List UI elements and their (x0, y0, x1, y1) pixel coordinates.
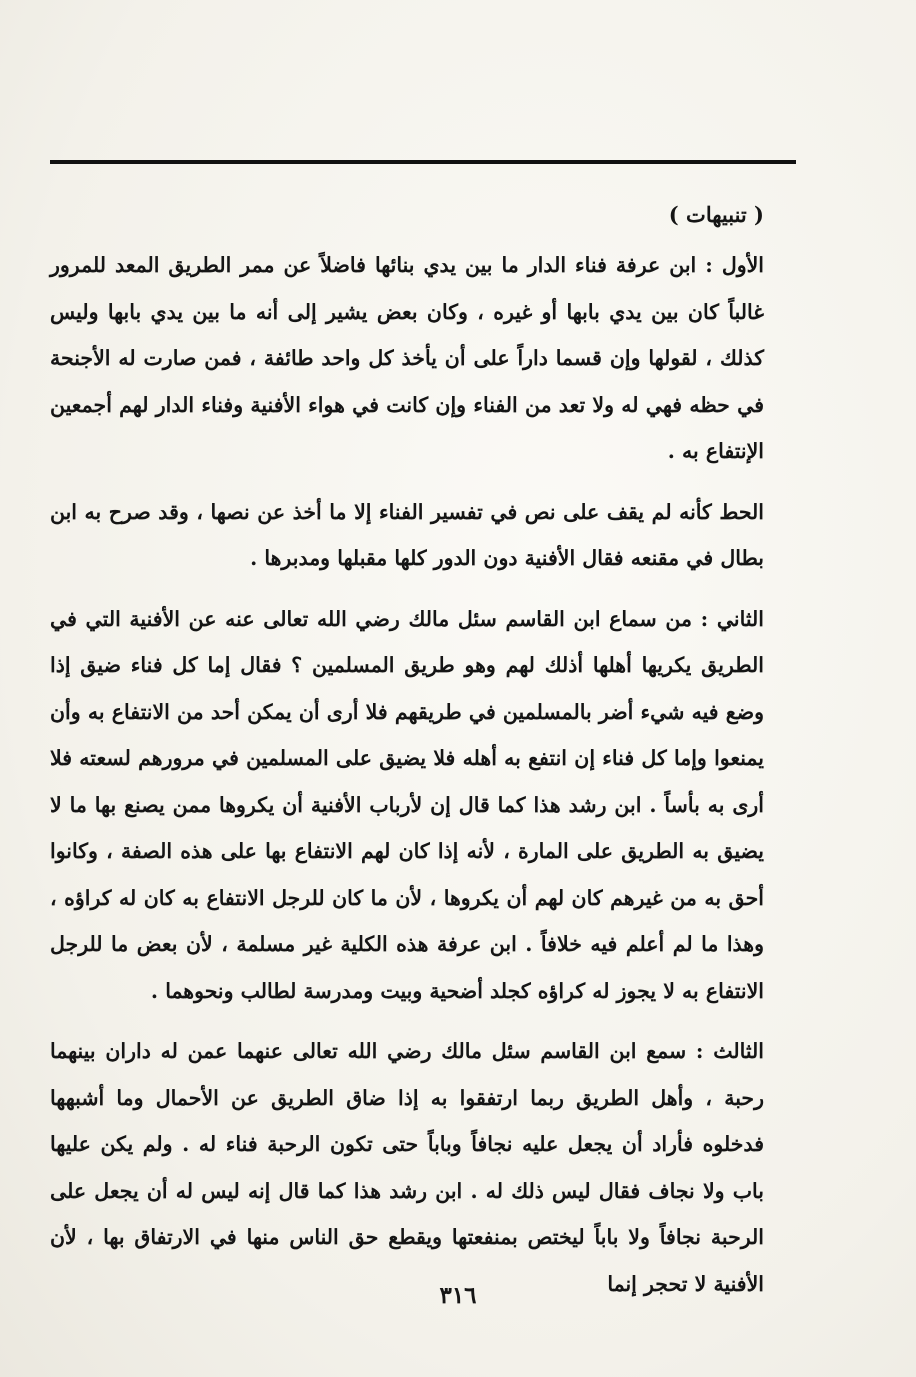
paragraph-second: الثاني : من سماع ابن القاسم سئل مالك رضي الله تعالى عنه عن الأفنية التي في الطريق يكريها أهلها أذلك لهم وهو طريق المسلمين ؟ فقال إما كل فناء ضيق إذا وضع فيه شيء أضر بالمسلمين في طريقهم فلا أرى أن يمكن أحد من الانتفاع به وأن يمنعوا وإما كل فناء إن انتفع به أهله فلا يضيق على المسلمين في مرورهم لسعته فلا أرى به بأساً . ابن رشد هذا كما قال إن لأرباب الأفنية أن يكروها ممن يصنع بها ما لا يضيق به الطريق على المارة ، لأنه إذا كان لهم الانتفاع بها على هذه الصفة ، وكانوا أحق به من غيرهم كان لهم أن يكروها ، لأن ما كان للرجل الانتفاع به كان له كراؤه ، وهذا ما لم أعلم فيه خلافاً . ابن عرفة هذه الكلية غير مسلمة ، لأن بعض ما للرجل الانتفاع به لا يجوز له كراؤه كجلد أضحية وبيت ومدرسة لطالب ونحوهما . (50, 606, 764, 1003)
paragraph-first: الأول : ابن عرفة فناء الدار ما بين يدي بنائها فاضلاً عن ممر الطريق المعد للمرور غالباً كان بين يدي بابها أو غيره ، وكان بعض يشير إلى أنه ما بين يدي بابها وليس كذلك ، لقولها وإن قسما داراً على أن يأخذ كل واحد طائفة ، فمن صارت له الأجنحة في حظه فهي له ولا تعد من الفناء وإن كانت في هواء الأفنية وفناء الدار لهم أجمعين الإنتفاع به . (50, 253, 764, 463)
paragraph-hatt: الحط كأنه لم يقف على نص في تفسير الفناء إلا ما أخذ عن نصها ، وقد صرح به ابن بطال في مقنعه فقال الأفنية دون الدور كلها مقبلها ومدبرها . (50, 499, 764, 570)
paragraph-third: الثالث : سمع ابن القاسم سئل مالك رضي الله تعالى عنهما عمن له داران بينهما رحبة ، وأهل الطريق ربما ارتفقوا به إذا ضاق الطريق عن الأحمال وما أشبهها فدخلوه فأراد أن يجعل عليه نجافاً وباباً حتى تكون الرحبة فناء له . ولم يكن عليها باب ولا نجاف فقال ليس ذلك له . ابن رشد هذا كما قال إنه ليس له أن يجعل على الرحبة نجافاً ولا باباً ليختص بمنفعتها ويقطع حق الناس منها في الارتفاق بها ، لأن الأفنية لا تحجر إنما (50, 1039, 764, 1296)
page-number: ٣١٦ (439, 1282, 477, 1309)
page-body (50, 192, 764, 1321)
header-rule (50, 160, 796, 164)
section-heading: ( تنبيهات ) (668, 202, 764, 227)
